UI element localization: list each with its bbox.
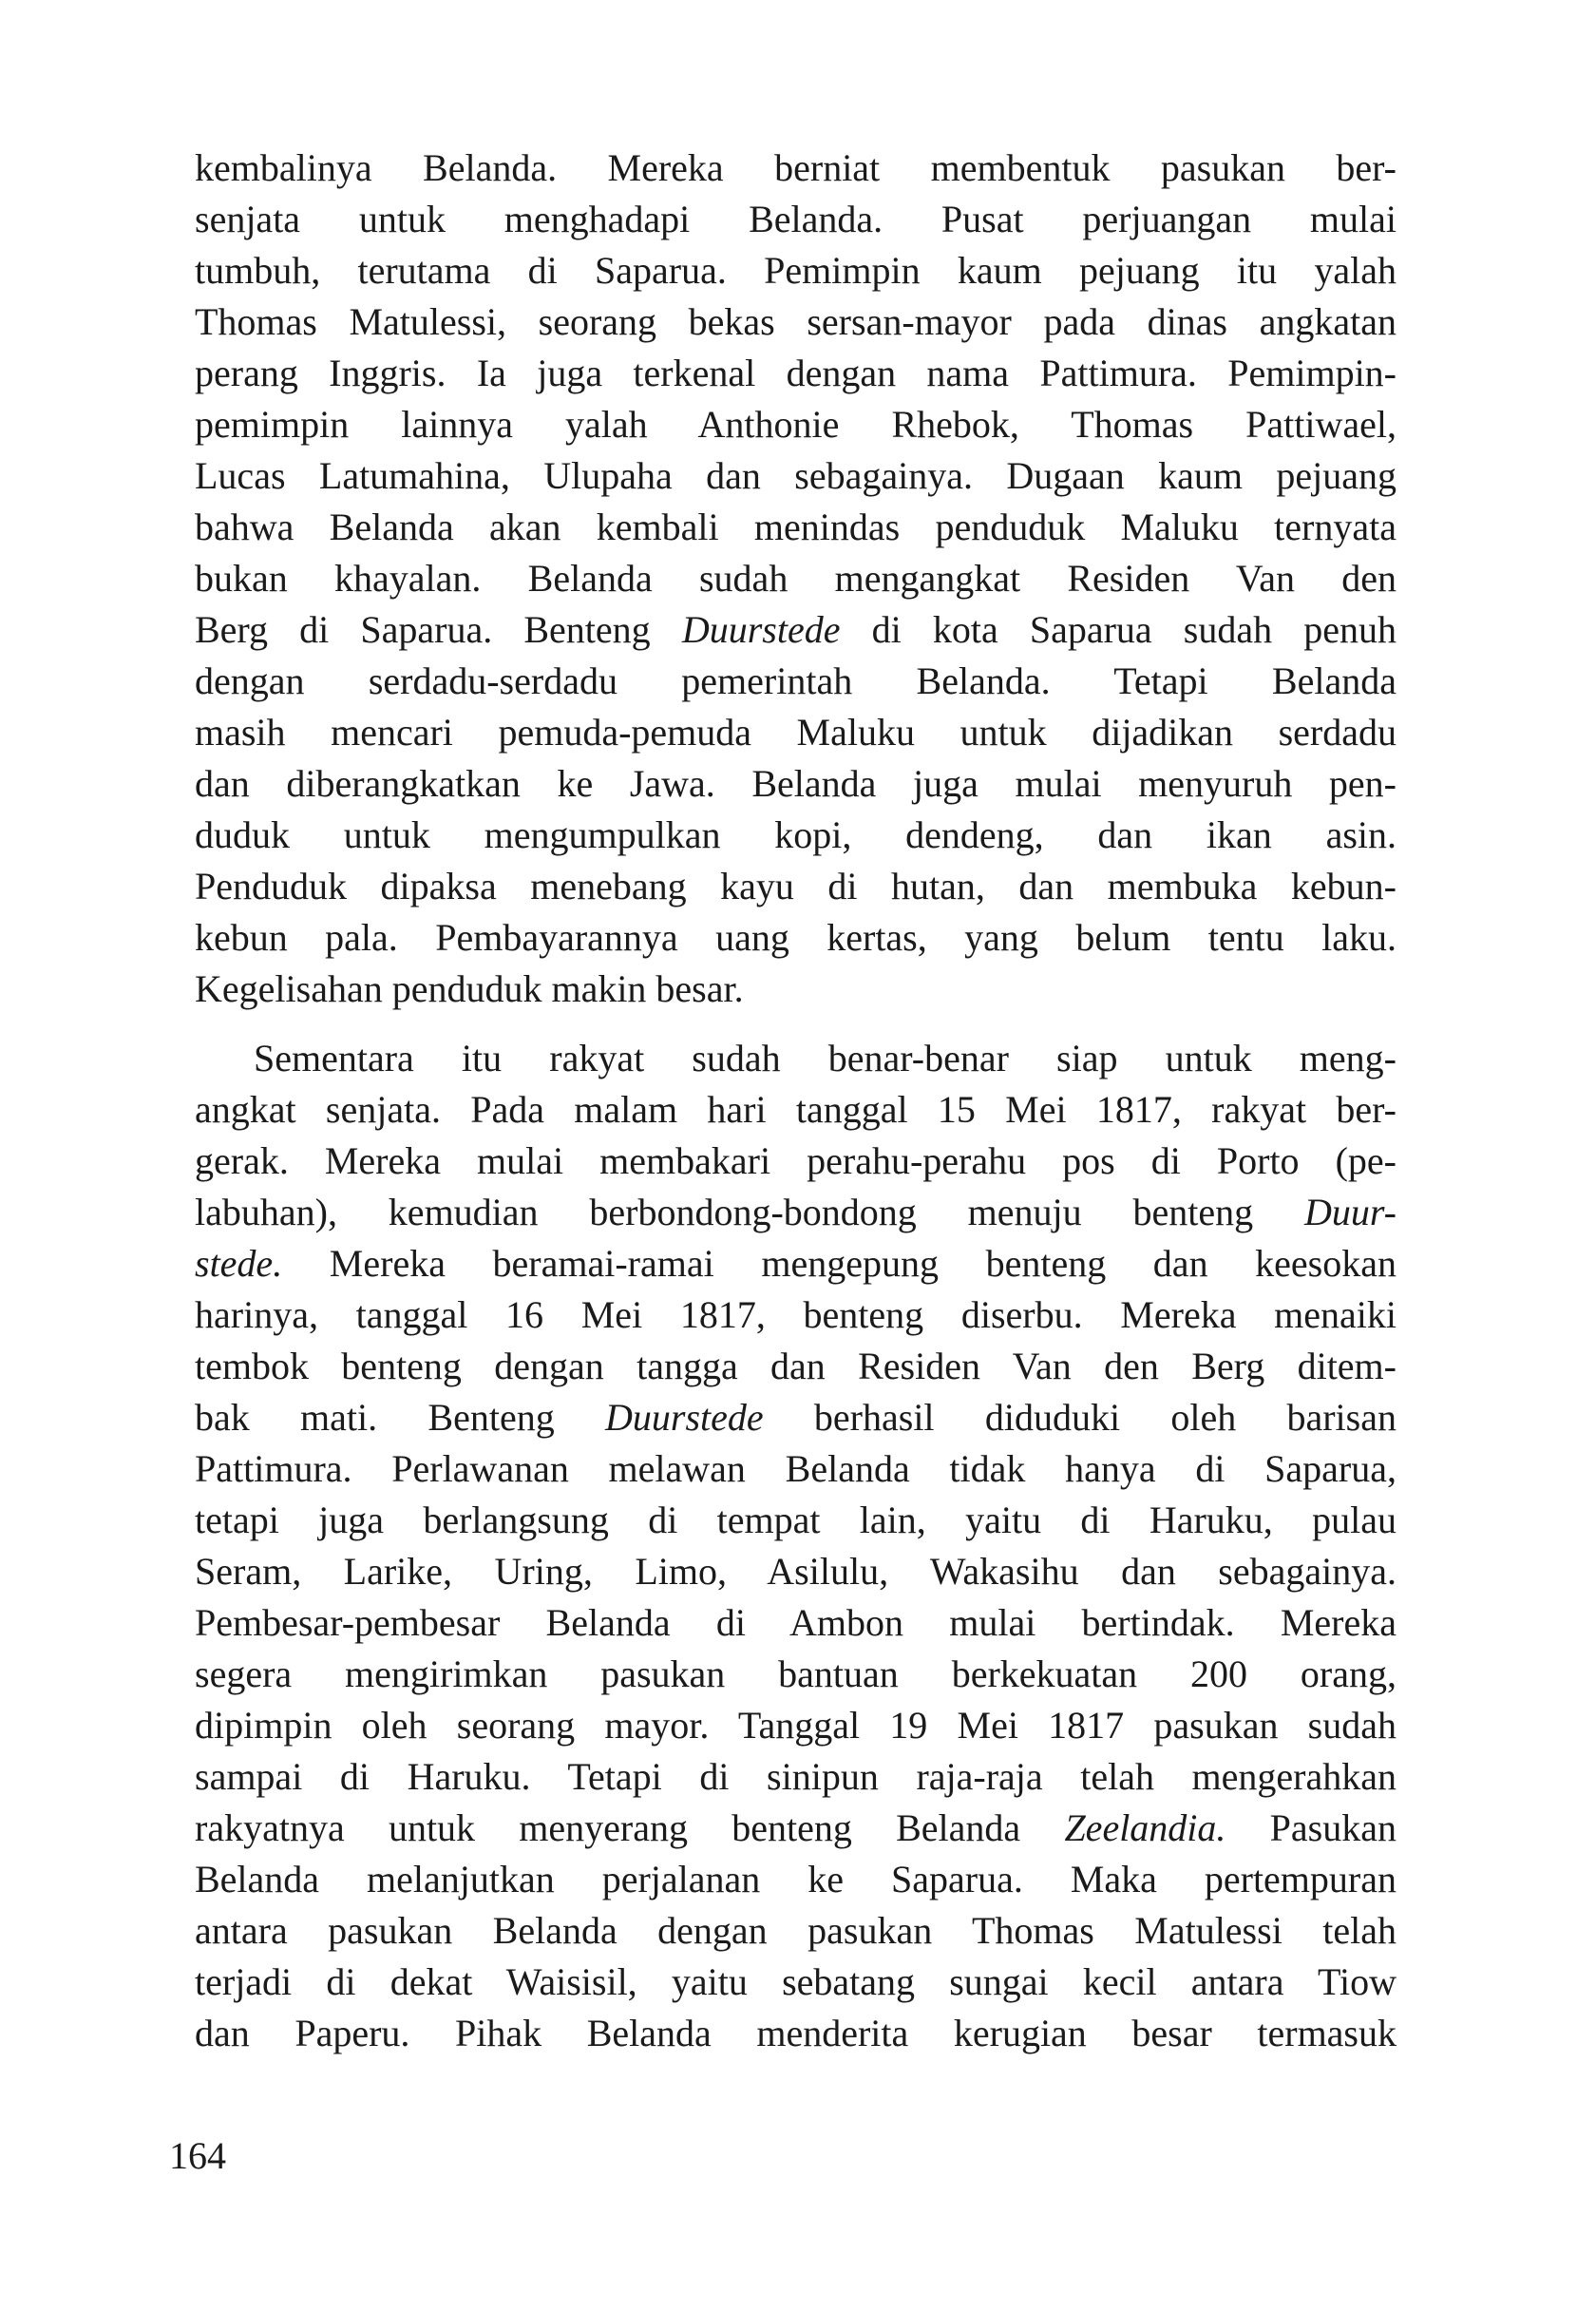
text-segment: tumbuh, terutama di Saparua. Pemimpin kaum pejuang itu yalah [195, 249, 1396, 292]
text-line [195, 1238, 1396, 1289]
text-segment: terjadi di dekat Waisisil, yaitu sebatang sungai kecil antara Tiow [195, 1960, 1396, 2003]
italic-text: Zeelandia. [1064, 1806, 1226, 1849]
text-segment: Belanda melanjutkan perjalanan ke Saparua. Maka pertempuran [195, 1858, 1396, 1900]
text-line [195, 758, 1396, 810]
text-line [195, 1084, 1396, 1136]
text-line [195, 502, 1396, 553]
italic-text: Duur- [1304, 1191, 1396, 1233]
text-line [195, 296, 1396, 348]
text-line [195, 1597, 1396, 1649]
text-line [195, 1341, 1396, 1392]
text-line [195, 450, 1396, 502]
text-segment: dan Paperu. Pihak Belanda menderita kerugian besar termasuk [195, 2012, 1396, 2054]
text-line [195, 1700, 1396, 1751]
text-segment: dipimpin oleh seorang mayor. Tanggal 19 Mei 1817 pasukan sudah [195, 1704, 1396, 1747]
text-segment: duduk untuk mengumpulkan kopi, dendeng, dan ikan asin. [195, 813, 1396, 856]
text-line [195, 1905, 1396, 1957]
italic-text: Duurstede [681, 608, 841, 651]
text-segment: Sementara itu rakyat sudah benar-benar siap untuk meng- [254, 1037, 1396, 1079]
text-line [195, 1803, 1396, 1854]
text-line [195, 143, 1396, 194]
text-line [195, 1443, 1396, 1495]
text-line [195, 1957, 1396, 2008]
text-segment: kembalinya Belanda. Mereka berniat membentuk pasukan ber- [195, 146, 1396, 189]
text-segment: kebun pala. Pembayarannya uang kertas, yang belum tentu laku. [195, 916, 1396, 959]
text-segment: bak mati. Benteng [195, 1396, 605, 1439]
text-segment: sampai di Haruku. Tetapi di sinipun raja-raja telah mengerahkan [195, 1755, 1396, 1798]
text-line [195, 810, 1396, 861]
text-segment: Pasukan [1226, 1806, 1396, 1849]
text-line [195, 245, 1396, 296]
text-segment: Pattimura. Perlawanan melawan Belanda tidak hanya di Saparua, [195, 1447, 1396, 1490]
text-segment: dengan serdadu-serdadu pemerintah Belanda. Tetapi Belanda [195, 659, 1396, 702]
text-line [195, 1392, 1396, 1443]
italic-text: Duurstede [605, 1396, 764, 1439]
paragraph-2 [195, 1033, 1396, 2059]
text-line [195, 1649, 1396, 1700]
text-line [195, 1495, 1396, 1546]
text-segment: dan diberangkatkan ke Jawa. Belanda juga mulai menyuruh pen- [195, 762, 1396, 805]
text-line [195, 1546, 1396, 1597]
text-line [195, 964, 1396, 1015]
text-segment: Penduduk dipaksa menebang kayu di hutan, dan membuka kebun- [195, 865, 1396, 907]
text-line [195, 553, 1396, 604]
text-line [195, 656, 1396, 707]
text-line [195, 604, 1396, 656]
text-segment: di kota Saparua sudah penuh [840, 608, 1396, 651]
text-line [195, 1187, 1396, 1238]
text-segment: harinya, tanggal 16 Mei 1817, benteng diserbu. Mereka menaiki [195, 1293, 1396, 1336]
text-segment: antara pasukan Belanda dengan pasukan Thomas Matulessi telah [195, 1909, 1396, 1952]
paragraph-1 [195, 143, 1396, 1015]
text-segment: Berg di Saparua. Benteng [195, 608, 682, 651]
text-segment: bahwa Belanda akan kembali menindas penduduk Maluku ternyata [195, 506, 1396, 548]
text-segment: tembok benteng dengan tangga dan Residen Van den Berg ditem- [195, 1345, 1396, 1387]
text-segment: tetapi juga berlangsung di tempat lain, yaitu di Haruku, pulau [195, 1499, 1396, 1541]
text-segment: Mereka beramai-ramai mengepung benteng dan keesokan [282, 1242, 1396, 1285]
text-line [195, 1136, 1396, 1187]
text-segment: labuhan), kemudian berbondong-bondong menuju benteng [195, 1191, 1305, 1233]
text-segment: Kegelisahan penduduk makin besar. [195, 967, 744, 1010]
text-segment: pemimpin lainnya yalah Anthonie Rhebok, Thomas Pattiwael, [195, 403, 1396, 446]
text-segment: senjata untuk menghadapi Belanda. Pusat perjuangan mulai [195, 198, 1396, 240]
text-line [195, 1854, 1396, 1905]
text-segment: bukan khayalan. Belanda sudah mengangkat Residen Van den [195, 557, 1396, 600]
text-segment: Thomas Matulessi, seorang bekas sersan-mayor pada dinas angkatan [195, 300, 1396, 343]
text-segment: gerak. Mereka mulai membakari perahu-perahu pos di Porto (pe- [195, 1139, 1396, 1182]
text-segment: segera mengirimkan pasukan bantuan berkekuatan 200 orang, [195, 1652, 1396, 1695]
text-line [195, 707, 1396, 758]
italic-text: stede. [195, 1242, 283, 1285]
text-segment: Pembesar-pembesar Belanda di Ambon mulai bertindak. Mereka [195, 1601, 1396, 1644]
text-segment: masih mencari pemuda-pemuda Maluku untuk dijadikan serdadu [195, 711, 1396, 754]
text-segment: perang Inggris. Ia juga terkenal dengan nama Pattimura. Pemimpin- [195, 352, 1396, 394]
text-segment: Lucas Latumahina, Ulupaha dan sebagainya. Dugaan kaum pejuang [195, 454, 1396, 497]
text-line [195, 2008, 1396, 2059]
text-line [195, 1033, 1396, 1084]
text-segment: rakyatnya untuk menyerang benteng Belanda [195, 1806, 1065, 1849]
text-line [195, 348, 1396, 399]
text-line [195, 1289, 1396, 1341]
text-line [195, 1751, 1396, 1803]
text-segment: angkat senjata. Pada malam hari tanggal 15 Mei 1817, rakyat ber- [195, 1088, 1396, 1131]
text-line [195, 399, 1396, 450]
text-line [195, 194, 1396, 245]
text-line [195, 912, 1396, 964]
page-number: 164 [169, 2134, 226, 2177]
text-segment: Seram, Larike, Uring, Limo, Asilulu, Wakasihu dan sebagainya. [195, 1550, 1396, 1593]
text-segment: berhasil diduduki oleh barisan [763, 1396, 1396, 1439]
text-line [195, 861, 1396, 912]
